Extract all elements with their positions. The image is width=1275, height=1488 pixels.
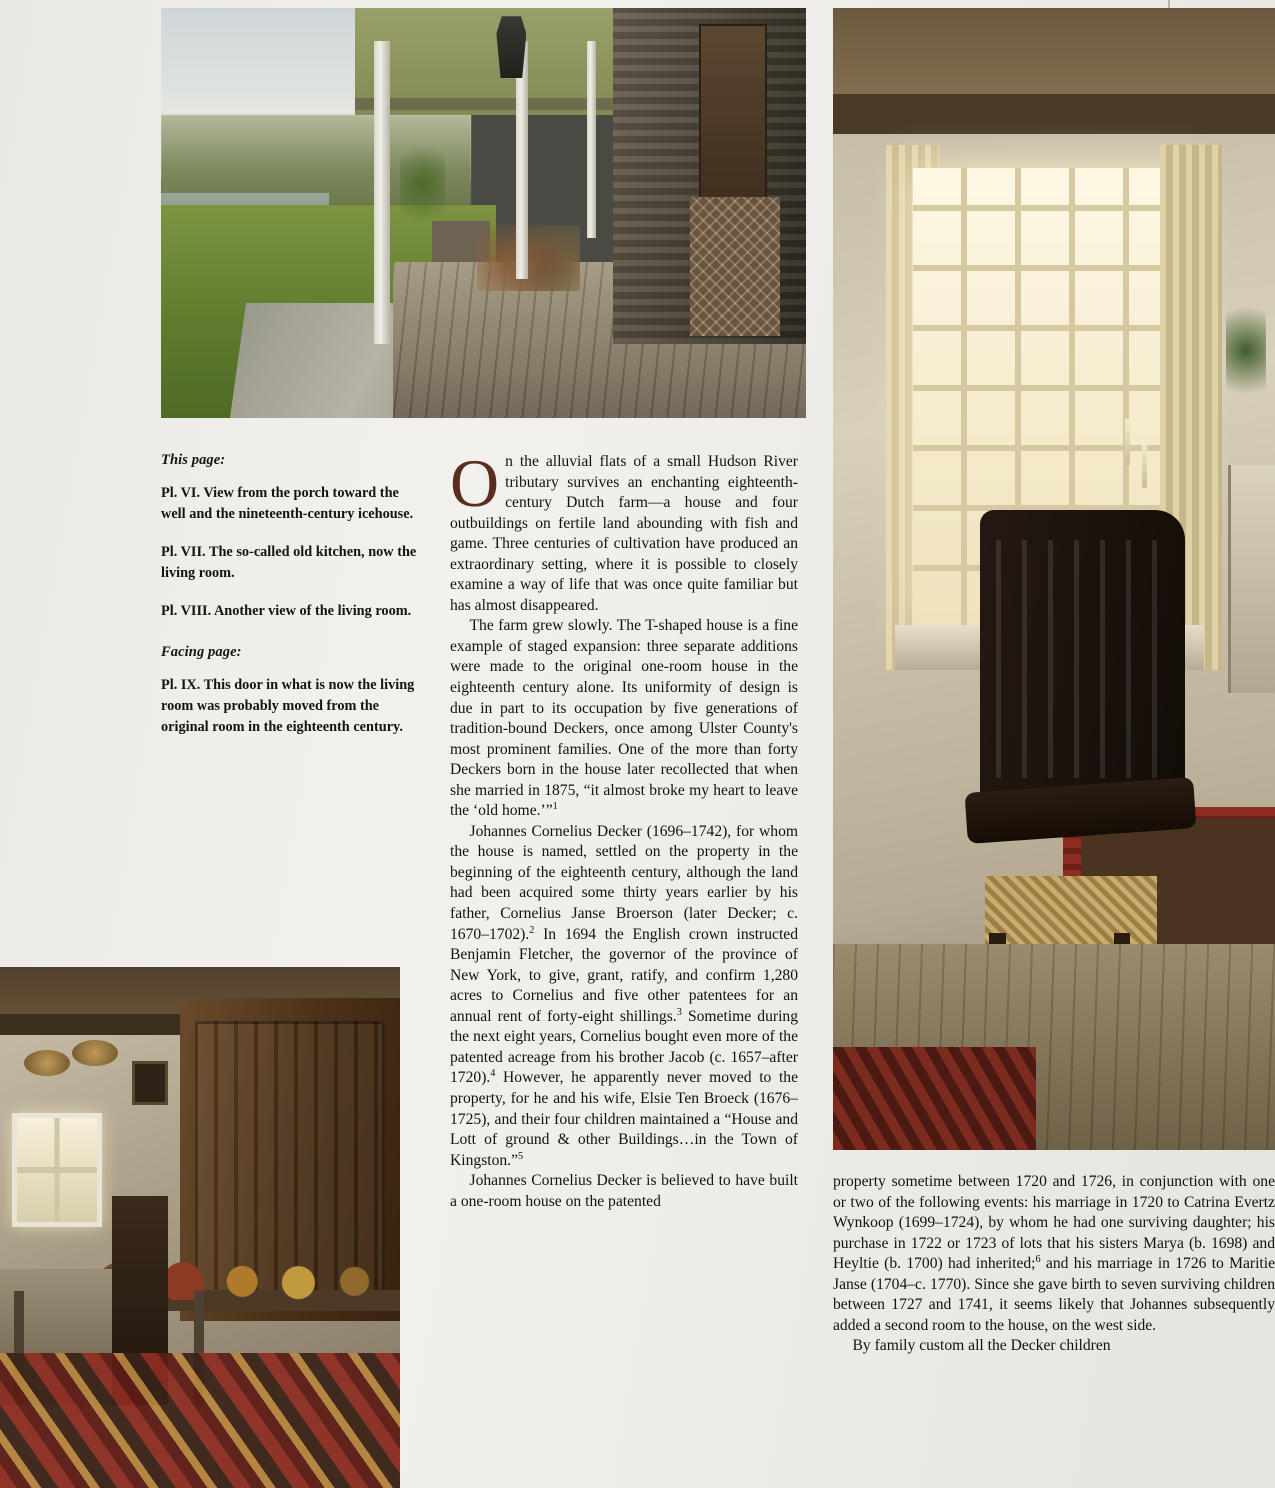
floor-rug (833, 1047, 1036, 1150)
footnote-ref-1: 1 (552, 801, 558, 813)
wall-shelf (1228, 465, 1275, 693)
drop-cap: O (450, 445, 500, 521)
porch-column (374, 41, 390, 344)
plate-vi-porch-photo (161, 8, 806, 418)
paragraph-6-text: By family custom all the Decker children (852, 1337, 1111, 1355)
house-door (699, 24, 768, 225)
caption-heading-facing-page: Facing page: (161, 644, 242, 661)
paragraph-4 (450, 1171, 798, 1212)
paragraph-4-text: Johannes Cornelius Decker is believed to have built a one-room house on the patented (450, 1172, 798, 1210)
caption-heading-this-page: This page: (161, 452, 226, 468)
caption-plate-ix: Pl. IX. This door in what is now the living room was probably moved from the original room in the eighteenth century. (161, 677, 415, 736)
porch-column (587, 41, 596, 238)
wall-plate (72, 1040, 118, 1066)
candle (1142, 442, 1147, 488)
flower-pots (477, 225, 580, 291)
body-column-middle (450, 445, 798, 1488)
footnote-ref-3: 3 (676, 1006, 682, 1018)
paragraph-opening (450, 445, 798, 616)
paragraph-5-text-b: and his marriage in 1726 to Maritie Janse (1704–c. 1770). Since she gave birth to seven surviving children between 1727 and 1741, it seems likely that Johannes subsequently added a second room to the house, on the west side. (833, 1255, 1275, 1334)
caption-plate-vii: Pl. VII. The so-called old kitchen, now the living room. (161, 544, 417, 582)
paragraph-5-text-a: property sometime between 1720 and 1726, in conjunction with one or two of the following events: his marriage in 1720 to Catrina Evertz Wynkoop (1699–1724), by whom he had one surviving daughter; his purchase in 1722 or 1723 of lots that his sisters Marya (b. 1698) and Heyltie (b. 1700) had inherited; (833, 1173, 1275, 1273)
plate-vii-old-kitchen-photo (0, 967, 400, 1488)
chair-back (980, 510, 1185, 807)
footnote-ref-5: 5 (518, 1150, 524, 1162)
paragraph-6 (833, 1336, 1275, 1357)
paragraph-5 (833, 1172, 1275, 1336)
caption-column (161, 452, 419, 755)
paragraph-3-text-c: Sometime during the next eight years, Cornelius bought even more of the patented acreage from his brother Jacob (c. 1657–after 1720). (450, 1007, 798, 1087)
oriental-rug (0, 1353, 400, 1488)
paragraph-2 (450, 616, 798, 821)
plate-viii-living-room-photo (833, 8, 1275, 1150)
paragraph-1-text: n the alluvial flats of a small Hudson River tributary survives an enchanting eighteenth-century Dutch farm—a house and four outbuildings on fertile land abounding with fish and game. Three centuries of cultivation have produced an extraordinary setting, where it is possible to closely examine a way of life that was once quite familiar but has almost disappeared. (450, 453, 798, 614)
body-column-right (833, 1172, 1275, 1488)
caption-plate-viii: Pl. VIII. Another view of the living room. (161, 603, 412, 620)
window (12, 1113, 102, 1227)
footnote-ref-2: 2 (529, 924, 535, 936)
houseplant (1226, 282, 1266, 419)
paragraph-3-text-b: In 1694 the English crown instructed Benjamin Fletcher, the governor of the province of New York, to give, grant, ratify, and confirm 1,280 acres to Cornelius and five other patentees for an annual rent of forty-eight shillings. (450, 925, 798, 1025)
porch-lattice (690, 197, 780, 336)
caption-plate-vi: Pl. VI. View from the porch toward the well and the nineteenth-century icehouse. (161, 485, 414, 523)
paragraph-3-text-a: Johannes Cornelius Decker (1696–1742), for whom the house is named, settled on the property in the beginning of the eighteenth century, although the land had been acquired some thirty years earlier by his father, Cornelius Janse Broerson (later Decker; c. 1670–1702). (450, 822, 798, 943)
paragraph-2-text: The farm grew slowly. The T-shaped house is a fine example of staged expansion: three separate additions were made to the original one-room house in the eighteenth century alone. Its uniformity of design is due in part to its occupation by five generations of tradition-bound Deckers, once among Ulster County's most prominent families. One of the more than forty Deckers born in the house later recollected that when she married in 1875, “it almost broke my heart to leave the ‘old home.’” (450, 617, 798, 820)
footnote-ref-4: 4 (490, 1068, 496, 1080)
paragraph-3-text-d: However, he apparently never moved to the property, for he and his wife, Elsie Ten Broeck (1676–1725), and their four children maintained a “House and Lott of ground & other Buildings…in the Town of Kingston.” (450, 1069, 798, 1169)
paragraph-3 (450, 822, 798, 1171)
ceiling-beam (833, 94, 1275, 134)
footnote-ref-6: 6 (1035, 1254, 1041, 1265)
framed-picture (132, 1061, 168, 1105)
candle (1125, 419, 1130, 465)
hanging-lantern (496, 16, 526, 78)
